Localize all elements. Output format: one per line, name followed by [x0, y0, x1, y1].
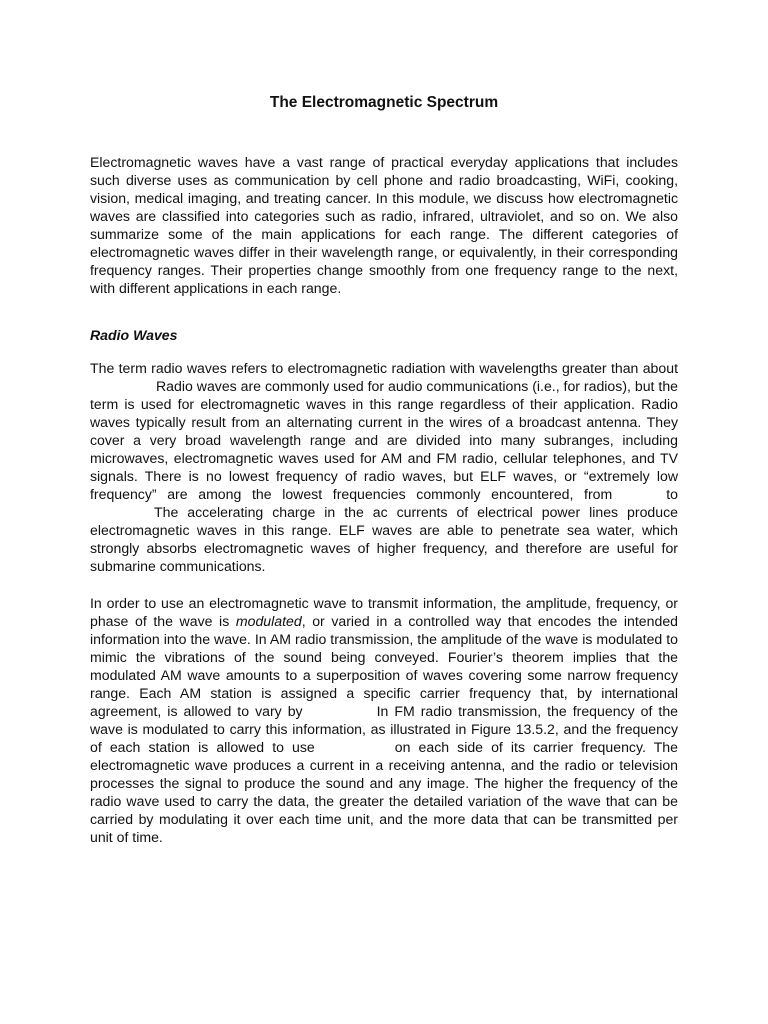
page-title: The Electromagnetic Spectrum [269, 94, 499, 111]
radio-text-3: to [666, 486, 678, 502]
modulation-text-2: , or varied in a controlled way that encodes the intended information into the wave. In AM radio transmission, the amplitude of the wave is modulated to mimic the vibrations of the sound being conveyed. Fourier’s theorem implies that the modulated AM wave amounts to a superposition of waves covering some narrow frequency range. Each AM station is assigned a specific carrier frequency that, by international agreement, is allowed to vary by [90, 613, 678, 719]
modulated-emphasis: modulated [235, 613, 302, 629]
radio-text-1: The term radio waves refers to electromagnetic radiation with wavelengths greater than about [90, 360, 678, 376]
modulation-paragraph [90, 594, 678, 846]
modulation-text-4: on each side of its carrier frequency. The electromagnetic wave produces a current in a receiving antenna, and the radio or television processes the signal to produce the sound and any image. The higher the frequency of the radio wave used to carry the data, the greater the detailed variation of the wave that can be carried by modulating it over each time unit, and the more data that can be transmitted per unit of time. [90, 739, 678, 845]
radio-text-4: The accelerating charge in the ac currents of electrical power lines produce electromagnetic waves in this range. ELF waves are able to penetrate sea water, which strongly absorbs electromagnetic waves of higher frequency, and therefore are useful for submarine communications. [90, 504, 678, 574]
intro-paragraph: Electromagnetic waves have a vast range of practical everyday applications that includes such diverse uses as communication by cell phone and radio broadcasting, WiFi, cooking, vision, medical imaging, and treating cancer. In this module, we discuss how electromagnetic waves are classified into categories such as radio, infrared, ultraviolet, and so on. We also summarize some of the main applications for each range. The different categories of electromagnetic waves differ in their wavelength range, or equivalently, in their corresponding frequency ranges. Their properties change smoothly from one frequency range to the next, with different applications in each range. [90, 154, 678, 296]
section-heading-radio-waves: Radio Waves [90, 327, 178, 343]
modulation-text-1: In order to use an electromagnetic wave to transmit information, the amplitude, frequency, or phase of the wave is [90, 595, 678, 629]
radio-waves-paragraph [90, 359, 678, 575]
radio-text-2: Radio waves are commonly used for audio communications (i.e., for radios), but the term is used for electromagnetic waves in this range regardless of their application. Radio waves typically result from an alternating current in the wires of a broadcast antenna. They cover a very broad wavelength range and are divided into many subranges, including microwaves, electromagnetic waves used for AM and FM radio, cellular telephones, and TV signals. There is no lowest frequency of radio waves, but ELF waves, or “extremely low frequency” are among the lowest frequencies commonly encountered, from [90, 378, 678, 502]
modulation-text-3: In FM radio transmission, the frequency of the wave is modulated to carry this information, as illustrated in Figure 13.5.2, and the frequency of each station is allowed to use [90, 703, 678, 755]
